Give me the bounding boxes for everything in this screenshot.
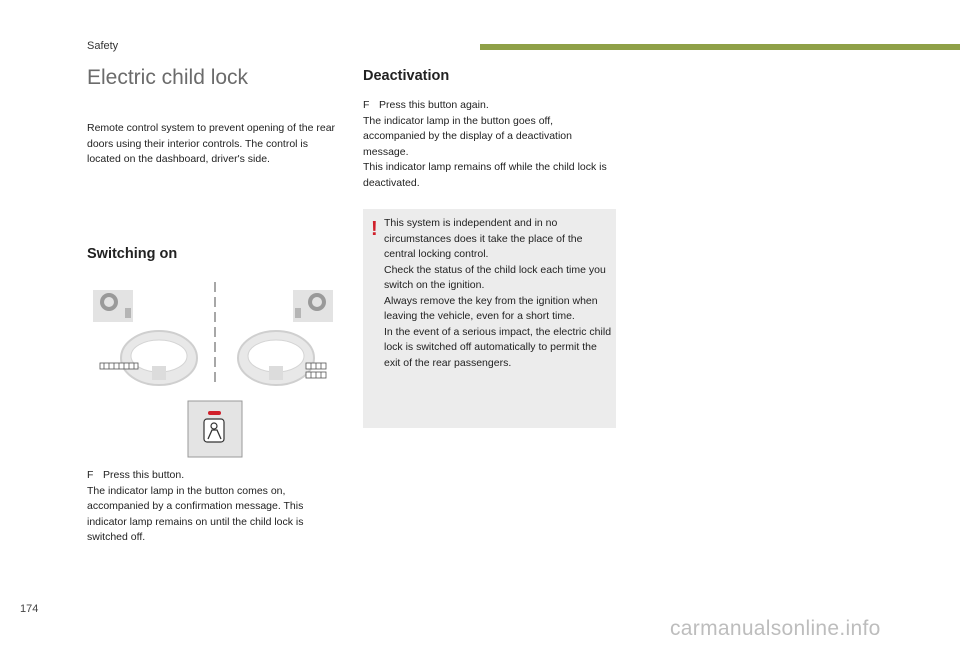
warning-line: Always remove the key from the ignition when leaving the vehicle, even for a short time.: [384, 294, 598, 322]
warning-line: This system is independent and in no circumstances does it take the place of the central locking control.: [384, 217, 583, 260]
left-steering-wheel: [100, 331, 197, 385]
switching-on-text: [87, 468, 337, 546]
switching-on-body: The indicator lamp in the button comes on, accompanied by a confirmation message. This indicator lamp remains on until the child lock is switched off.: [87, 484, 304, 543]
deactivation-step: F Press this button again.: [363, 98, 613, 114]
section-label: Safety: [87, 40, 119, 52]
switching-on-step: F Press this button.: [87, 468, 337, 484]
warning-box: [363, 209, 616, 428]
page-title: Electric child lock: [87, 66, 249, 89]
warning-text: [384, 216, 612, 371]
right-steering-wheel: [238, 331, 326, 385]
child-lock-button: [188, 401, 242, 457]
bullet-icon: F: [363, 99, 370, 111]
intro-paragraph: Remote control system to prevent opening of the rear doors using their interior controls. The control is located on the dashboard, driver's side.: [87, 122, 336, 165]
deactivation-body-2: This indicator lamp remains off while the child lock is deactivated.: [363, 161, 607, 189]
bullet-icon: F: [87, 469, 94, 481]
warning-line: In the event of a serious impact, the electric child lock is switched off automatically to permit the exit of the rear passengers.: [384, 325, 612, 369]
deactivation-text: [363, 98, 613, 191]
section-accent-bar: [480, 44, 960, 50]
right-seat-icon: [293, 290, 333, 322]
deactivation-body-1: The indicator lamp in the button goes off, accompanied by the display of a deactivation message.: [363, 114, 572, 158]
warning-line: Check the status of the child lock each time you switch on the ignition.: [384, 263, 606, 291]
watermark: carmanualsonline.info: [670, 617, 881, 640]
page-number: 174: [20, 603, 39, 615]
warning-icon: !: [371, 218, 378, 240]
deactivation-heading: Deactivation: [363, 68, 450, 84]
switching-on-heading: Switching on: [87, 246, 178, 262]
left-seat-icon: [93, 290, 133, 322]
child-lock-illustration: [88, 280, 338, 460]
